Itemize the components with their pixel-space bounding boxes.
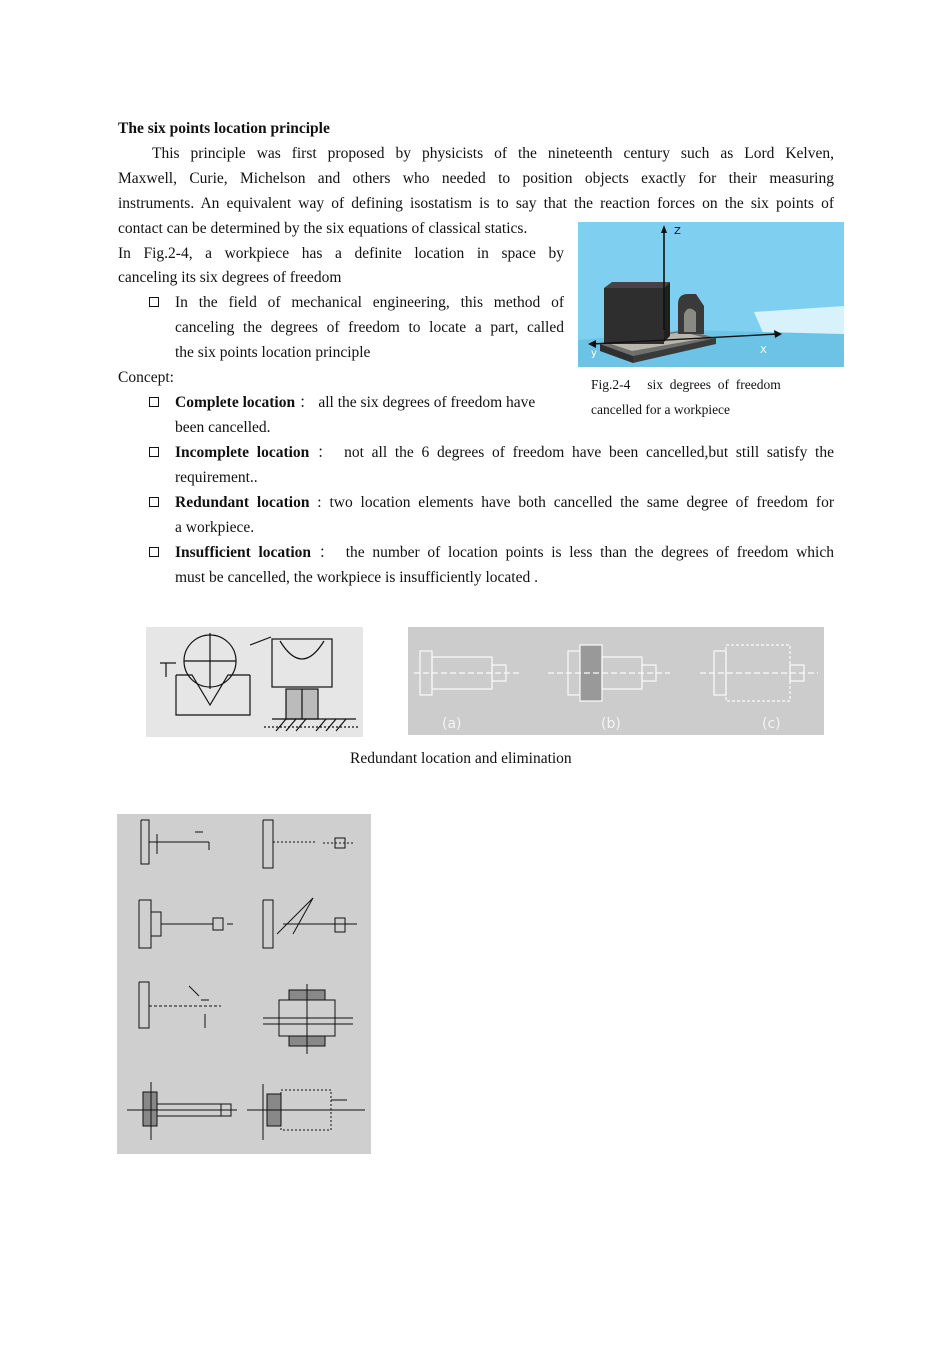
fig-2-4-image bbox=[578, 222, 844, 367]
locating-schemes-grid-drawing bbox=[117, 814, 371, 1154]
fig-label-c: (c) bbox=[762, 716, 781, 732]
bullet-checkbox-icon bbox=[149, 397, 159, 407]
fig-2-4-caption-line-2: cancelled for a workpiece bbox=[591, 402, 731, 417]
intro-line-2: Maxwell, Curie, Michelson and others who needed to position objects exactly for their measuring bbox=[118, 170, 834, 187]
fig-ref-line-2: canceling its six degrees of freedom bbox=[118, 269, 342, 286]
bullet-checkbox-icon bbox=[149, 547, 159, 557]
redundant-figure-caption: Redundant location and elimination bbox=[350, 750, 572, 767]
concept-complete-cont: been cancelled. bbox=[175, 419, 271, 436]
section-heading: The six points location principle bbox=[118, 120, 330, 137]
workpiece-3d-illustration bbox=[578, 222, 844, 367]
concept-insufficient-cont: must be cancelled, the workpiece is insufficiently located . bbox=[175, 569, 538, 586]
fig-label-b: (b) bbox=[601, 716, 621, 732]
fig-2-4-caption-line-1: Fig.2-4 six degrees of freedom bbox=[591, 377, 781, 392]
intro-line-4: contact can be determined by the six equations of classical statics. bbox=[118, 220, 528, 237]
bullet-checkbox-icon bbox=[149, 447, 159, 457]
concept-complete: Complete location ： all the six degrees of freedom have bbox=[175, 394, 536, 411]
concept-incomplete: Incomplete location ： not all the 6 degrees of freedom have been cancelled,but still satisfy the bbox=[175, 444, 834, 461]
concept-incomplete-cont: requirement.. bbox=[175, 469, 258, 486]
v-block-drawing bbox=[146, 627, 363, 737]
bullet-checkbox-icon bbox=[149, 297, 159, 307]
concept-redundant: Redundant location : two location elements have both cancelled the same degree of freedom for bbox=[175, 494, 834, 511]
intro-line-3: instruments. An equivalent way of defining isostatism is to say that the reaction forces on the six points of bbox=[118, 195, 834, 212]
field-line-3: the six points location principle bbox=[175, 344, 371, 361]
axis-x-label: X bbox=[760, 345, 767, 356]
concept-label: Concept: bbox=[118, 369, 174, 386]
axis-z-label: Z bbox=[674, 226, 681, 237]
field-line-2: canceling the degrees of freedom to locate a part, called bbox=[175, 319, 564, 336]
bullet-checkbox-icon bbox=[149, 497, 159, 507]
concept-redundant-cont: a workpiece. bbox=[175, 519, 255, 536]
axis-y-label: y bbox=[591, 348, 597, 359]
shaft-locating-drawing bbox=[408, 627, 824, 735]
fig-label-a: (a) bbox=[442, 716, 462, 732]
concept-insufficient: Insufficient location ： the number of location points is less than the degrees of freedom which bbox=[175, 544, 834, 561]
field-line-1: In the field of mechanical engineering, this method of bbox=[175, 294, 564, 311]
intro-line-1: This principle was first proposed by physicists of the nineteenth century such as Lord Kelven, bbox=[152, 145, 834, 162]
fig-ref-line-1: In Fig.2-4, a workpiece has a definite location in space by bbox=[118, 245, 564, 262]
